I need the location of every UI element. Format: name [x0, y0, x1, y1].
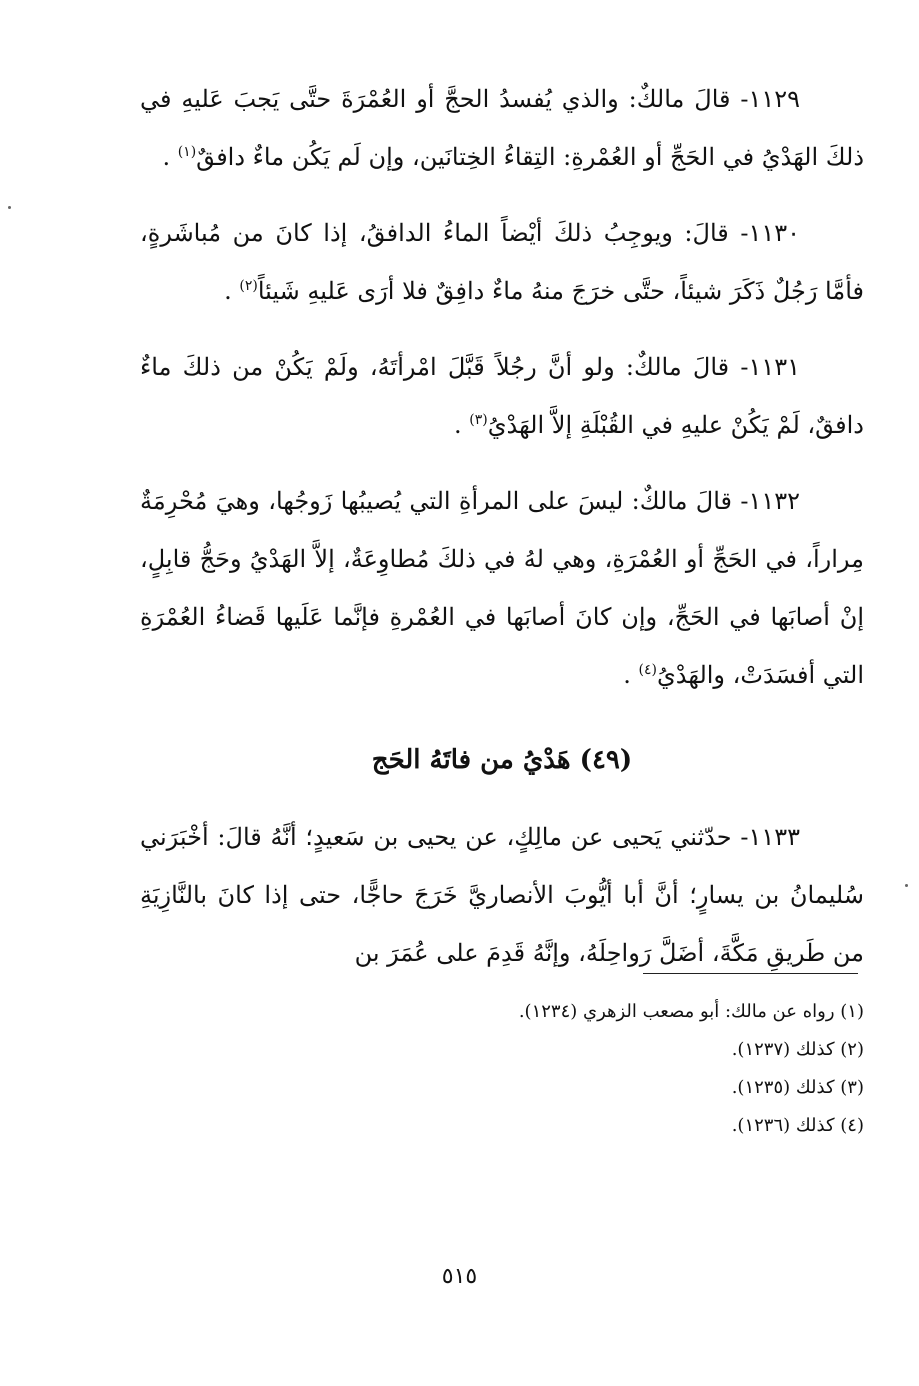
- footnote-4: (٤) كذلك (١٢٣٦).: [731, 1115, 864, 1136]
- footnote-3: (٣) كذلك (١٢٣٥).: [731, 1077, 864, 1098]
- paragraph-text: ١١٣٠- قالَ: ويوجِبُ ذلكَ أيْضاً الماءُ الدافقُ، إذا كانَ من مُباشَرةٍ، فأمَّا رَجُلٌ ذَكَرَ شيئاً، حتَّى خرَجَ منهُ ماءٌ دافِقٌ فلا أرَى عَليهِ شَيئاً: [140, 219, 864, 305]
- footnote-2: (٢) كذلك (١٢٣٧).: [731, 1039, 864, 1060]
- paragraph-1129: ١١٢٩- قالَ مالكٌ: والذي يُفسدُ الحجَّ أو العُمْرَةَ حتَّى يَجبَ عَليهِ في ذلكَ الهَدْيُ في الحَجِّ أو العُمْرةِ: التِقاءُ الخِتانَين، وإن لَم يَكُن ماءٌ دافقٌ$^{(١)}$ .: [140, 85, 864, 171]
- paragraph-1131: ١١٣١- قالَ مالكٌ: ولو أنَّ رجُلاً قَبَّلَ امْرأتَهُ، ولَمْ يَكُنْ من ذلكَ ماءٌ دافقٌ، لَمْ يَكُنْ عليهِ في القُبْلَةِ إلاَّ الهَدْيُ$^{(٣)}$ .: [140, 353, 864, 439]
- footnote-ref[interactable]: (٤): [638, 662, 657, 678]
- main-text-continued: [140, 808, 864, 982]
- paragraph-text: ١١٣٣- حدّثني يَحيى عن مالِكٍ، عن يحيى بن سَعيدٍ؛ أنَّهُ قالَ: أخْبَرَني سُليمانُ بن يسارٍ؛ أنَّ أبا أيُّوبَ الأنصاريَّ خَرَجَ حاجًّا، حتى إذا كانَ بالنَّازِيَةِ من طَريقِ مَكَّةَ، أضَلَّ رَواحِلَهُ، وإنَّهُ قَدِمَ على عُمَرَ بن: [140, 823, 864, 967]
- paragraph-1133: [140, 808, 864, 982]
- footnote-1: (١) رواه عن مالك: أبو مصعب الزهري (١٢٣٤).: [518, 1001, 864, 1022]
- paragraph-text: ١١٣٢- قالَ مالكٌ: ليسَ على المرأةِ التي يُصيبُها زَوجُها، وهيَ مُحْرِمَةٌ مِراراً، في الحَجِّ أو العُمْرَةِ، وهي لهُ في ذلكَ مُطاوِعَةٌ، إلاَّ الهَدْيُ وحَجُّ قابِلٍ، إنْ أصابَها في الحَجِّ، وإن كانَ أصابَها في العُمْرةِ فإنَّما عَلَيها قَضاءُ العُمْرَةِ التي أفسَدَتْ، والهَدْيُ: [140, 487, 864, 689]
- main-text: [140, 70, 864, 704]
- footnote-ref[interactable]: (٣): [469, 412, 488, 428]
- scan-speck: [905, 884, 908, 887]
- section-heading: (٤٩) هَدْيُ من فاتَهُ الحَج: [371, 745, 633, 775]
- footnotes: [140, 993, 864, 1145]
- page-number: ٥١٥: [441, 1264, 478, 1289]
- footnote-ref[interactable]: (٢): [239, 278, 258, 294]
- scan-speck: [8, 206, 11, 209]
- paragraph-text: ١١٣١- قالَ مالكٌ: ولو أنَّ رجُلاً قَبَّلَ امْرأتَهُ، ولَمْ يَكُنْ من ذلكَ ماءٌ دافقٌ، لَمْ يَكُنْ عليهِ في القُبْلَةِ إلاَّ الهَدْيُ: [140, 353, 864, 439]
- paragraph-text: ١١٢٩- قالَ مالكٌ: والذي يُفسدُ الحجَّ أو العُمْرَةَ حتَّى يَجبَ عَليهِ في ذلكَ الهَدْيُ في الحَجِّ أو العُمْرةِ: التِقاءُ الخِتانَين، وإن لَم يَكُن ماءٌ دافقٌ: [140, 85, 864, 171]
- footnote-separator: [643, 973, 858, 974]
- footnote-ref[interactable]: (١): [177, 144, 197, 160]
- paragraph-1130: ١١٣٠- قالَ: ويوجِبُ ذلكَ أيْضاً الماءُ الدافقُ، إذا كانَ من مُباشَرةٍ، فأمَّا رَجُلٌ ذَكَرَ شيئاً، حتَّى خرَجَ منهُ ماءٌ دافِقٌ فلا أرَى عَليهِ شَيئاً$^{(٢)}$ .: [140, 219, 864, 305]
- paragraph-1132: ١١٣٢- قالَ مالكٌ: ليسَ على المرأةِ التي يُصيبُها زَوجُها، وهيَ مُحْرِمَةٌ مِراراً، في الحَجِّ أو العُمْرَةِ، وهي لهُ في ذلكَ مُطاوِعَةٌ، إلاَّ الهَدْيُ وحَجُّ قابِلٍ، إنْ أصابَها في الحَجِّ، وإن كانَ أصابَها في العُمْرةِ فإنَّما عَلَيها قَضاءُ العُمْرَةِ التي أفسَدَتْ، والهَدْيُ$^{(٤)}$ .: [140, 487, 864, 689]
